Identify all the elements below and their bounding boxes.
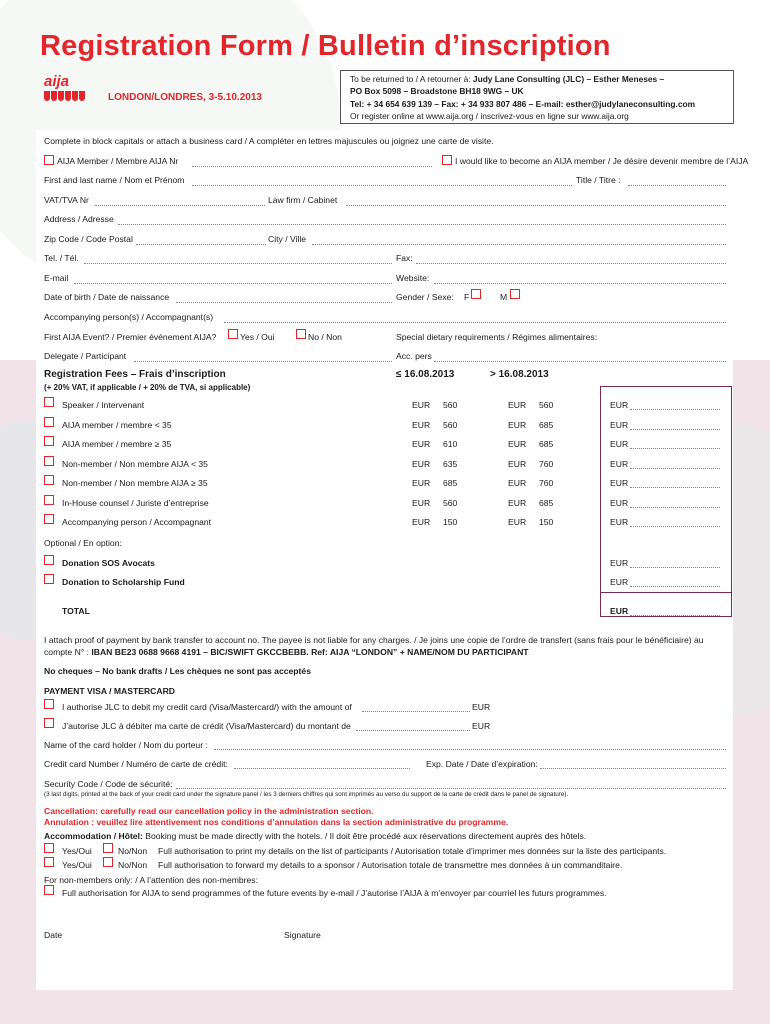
gender-label: Gender / Sexe: xyxy=(396,292,454,302)
signature-label: Signature xyxy=(284,930,321,940)
fee-total-currency: EUR xyxy=(610,420,629,430)
acc-pers-label: Acc. pers xyxy=(396,351,432,361)
member-number-field[interactable] xyxy=(192,166,432,167)
print-details-yes-checkbox[interactable] xyxy=(44,843,54,853)
sponsor-yes-checkbox[interactable] xyxy=(44,857,54,867)
fee-total-currency: EUR xyxy=(610,517,629,527)
fee-early-currency: EUR xyxy=(412,478,431,488)
logo-arches-icon xyxy=(44,91,94,101)
fees-vat-note: (+ 20% VAT, if applicable / + 20% de TVA, si applicable) xyxy=(44,383,251,392)
fee-total-amount[interactable] xyxy=(630,448,720,449)
become-member-checkbox[interactable] xyxy=(442,155,452,165)
gender-f-label: F xyxy=(464,292,470,302)
fee-row-label: Accompanying person / Accompagnant xyxy=(62,517,212,527)
become-member-label: I would like to become an AIJA member / Je désire devenir membre de l’AIJA xyxy=(455,156,749,166)
fee-late-amount: 685 xyxy=(539,439,554,449)
card-payment-heading: PAYMENT VISA / MASTERCARD xyxy=(44,686,175,696)
fee-late-amount: 685 xyxy=(539,498,554,508)
card-holder-label: Name of the card holder / Nom du porteur : xyxy=(44,740,208,750)
fee-early-amount: 685 xyxy=(443,478,458,488)
fee-late-currency: EUR xyxy=(508,459,527,469)
fee-early-amount: 560 xyxy=(443,498,458,508)
page-title: Registration Form / Bulletin d’inscription xyxy=(40,30,611,62)
fee-early-currency: EUR xyxy=(412,420,431,430)
gender-m-label: M xyxy=(500,292,508,302)
fee-row-label: Non-member / Non membre AIJA < 35 xyxy=(62,459,208,469)
return-to-name: Judy Lane Consulting (JLC) – Esther Meneses – xyxy=(472,74,665,84)
totals-divider xyxy=(600,592,732,593)
tel-field[interactable] xyxy=(84,263,392,264)
fee-total-amount[interactable] xyxy=(630,429,720,430)
authorise-en-label: I authorise JLC to debit my credit card (Visa/Mastercard/) with the amount of xyxy=(62,702,352,712)
optional-label: Optional / En option: xyxy=(44,538,122,548)
fees-heading: Registration Fees – Frais d’inscription xyxy=(44,369,226,380)
total-currency: EUR xyxy=(610,606,629,616)
fee-late-currency: EUR xyxy=(508,439,527,449)
fee-row-checkbox[interactable] xyxy=(44,436,54,446)
address-label: Address / Adresse xyxy=(44,214,114,224)
authorise-fr-currency: EUR xyxy=(472,721,491,731)
fee-total-currency: EUR xyxy=(610,400,629,410)
fee-total-amount[interactable] xyxy=(630,507,720,508)
sponsor-text: Full authorisation to forward my details to a sponsor / Autorisation totale de transmettre mes données à un commanditaire. xyxy=(158,860,623,870)
register-online: Or register online at www.aija.org / inscrivez-vous en ligne sur www.aija.org xyxy=(350,111,629,122)
tel-label: Tel. / Tél. xyxy=(44,253,79,263)
fee-early-amount: 150 xyxy=(443,517,458,527)
fee-row-label: AIJA member / membre ≥ 35 xyxy=(62,439,172,449)
dietary-label: Special dietary requirements / Régimes alimentaires: xyxy=(396,332,598,342)
fee-total-amount[interactable] xyxy=(630,468,720,469)
fee-late-currency: EUR xyxy=(508,478,527,488)
sponsor-no-label: No/Non xyxy=(118,860,148,870)
fee-row-label: AIJA member / membre < 35 xyxy=(62,420,172,430)
first-event-no-label: No / Non xyxy=(308,332,342,342)
date-label: Date xyxy=(44,930,63,940)
authorise-fr-label: J’autorise JLC à débiter ma carte de crédit (Visa/Mastercard) du montant de xyxy=(62,721,351,731)
sponsor-yes-label: Yes/Oui xyxy=(62,860,92,870)
fee-row-checkbox[interactable] xyxy=(44,514,54,524)
donation-sos-checkbox[interactable] xyxy=(44,555,54,565)
fee-late-amount: 685 xyxy=(539,420,554,430)
title-field[interactable] xyxy=(628,185,726,186)
fee-row-label: Non-member / Non membre AIJA ≥ 35 xyxy=(62,478,208,488)
fee-early-amount: 610 xyxy=(443,439,458,449)
fee-early-currency: EUR xyxy=(412,400,431,410)
delegate-diet-field[interactable] xyxy=(134,361,392,362)
fee-total-currency: EUR xyxy=(610,478,629,488)
logo-text: aija xyxy=(44,73,70,90)
fee-early-currency: EUR xyxy=(412,517,431,527)
fee-early-amount: 560 xyxy=(443,400,458,410)
fee-late-currency: EUR xyxy=(508,498,527,508)
fax-field[interactable] xyxy=(416,263,726,264)
first-event-no-checkbox[interactable] xyxy=(296,329,306,339)
acc-pers-diet-field[interactable] xyxy=(434,361,726,362)
fee-late-amount: 560 xyxy=(539,400,554,410)
total-label: TOTAL xyxy=(62,606,90,616)
fee-early-currency: EUR xyxy=(412,459,431,469)
return-address: PO Box 5098 – Broadstone BH18 9WG – UK xyxy=(350,86,524,97)
fee-row-checkbox[interactable] xyxy=(44,475,54,485)
fee-row-label: Speaker / Intervenant xyxy=(62,400,145,410)
fee-total-amount[interactable] xyxy=(630,526,720,527)
fee-total-amount[interactable] xyxy=(630,409,720,410)
first-event-yes-label: Yes / Oui xyxy=(240,332,275,342)
security-code-field[interactable] xyxy=(176,788,726,789)
accommodation-line xyxy=(44,831,586,841)
authorise-fr-checkbox[interactable] xyxy=(44,718,54,728)
authorise-en-checkbox[interactable] xyxy=(44,699,54,709)
name-label: First and last name / Nom et Prénom xyxy=(44,175,185,185)
event-location-date: LONDON/LONDRES, 3-5.10.2013 xyxy=(108,92,262,103)
law-firm-label: Law firm / Cabinet xyxy=(268,195,338,205)
print-details-text: Full authorisation to print my details on the list of participants / Autorisation totale d’imprimer mes données sur la liste des participants. xyxy=(158,846,667,856)
security-code-label: Security Code / Code de sécurité: xyxy=(44,779,173,789)
aija-logo xyxy=(44,75,94,115)
card-number-field[interactable] xyxy=(234,768,410,769)
expiry-label: Exp. Date / Date d’expiration: xyxy=(426,759,538,769)
fees-col-early: ≤ 16.08.2013 xyxy=(396,369,455,380)
fee-row-label: In-House counsel / Juriste d’entreprise xyxy=(62,498,209,508)
title-label: Title / Titre : xyxy=(576,175,621,185)
fee-total-currency: EUR xyxy=(610,439,629,449)
first-event-yes-checkbox[interactable] xyxy=(228,329,238,339)
zip-field[interactable] xyxy=(136,244,266,245)
no-cheques-note: No cheques – No bank drafts / Les chèques ne sont pas acceptés xyxy=(44,666,311,676)
donation-scholarship-amount[interactable] xyxy=(630,586,720,587)
non-members-label: For non-members only: / A l’attention des non-membres: xyxy=(44,875,258,885)
donation-sos-currency: EUR xyxy=(610,558,629,568)
fee-early-amount: 560 xyxy=(443,420,458,430)
cancellation-en: Cancellation: carefully read our cancellation policy in the administration section. xyxy=(44,806,374,816)
cancellation-fr: Annulation : veuillez lire attentivement nos conditions d’annulation dans la section administrative du programme. xyxy=(44,817,509,827)
return-to-label: To be returned to / A retourner à: xyxy=(350,74,473,84)
fee-row-checkbox[interactable] xyxy=(44,397,54,407)
fee-early-currency: EUR xyxy=(412,498,431,508)
security-code-note: (3 last digits, printed at the back of your credit card under the signature panel / les 3 derniers chiffres qui sont imprimés au verso du support de la carte de crédit dans le panel de signature). xyxy=(44,791,569,798)
programmes-text: Full authorisation for AIJA to send programmes of the future events by e-mail / J’autorise l’AIJA à m’envoyer par courriel les futurs programmes. xyxy=(62,888,607,898)
card-holder-field[interactable] xyxy=(214,749,726,750)
delegate-label: Delegate / Participant xyxy=(44,351,127,361)
intro-text: Complete in block capitals or attach a business card / A compléter en lettres majuscules ou joignez une carte de visite. xyxy=(44,136,494,146)
website-field[interactable] xyxy=(434,283,726,284)
authorise-en-amount[interactable] xyxy=(362,711,470,712)
fees-col-late: > 16.08.2013 xyxy=(490,369,549,380)
law-firm-field[interactable] xyxy=(346,205,726,206)
print-details-no-checkbox[interactable] xyxy=(103,843,113,853)
city-field[interactable] xyxy=(312,244,726,245)
website-label: Website: xyxy=(396,273,430,283)
zip-label: Zip Code / Code Postal xyxy=(44,234,133,244)
address-field[interactable] xyxy=(118,224,726,225)
vat-field[interactable] xyxy=(95,205,265,206)
donation-scholarship-currency: EUR xyxy=(610,577,629,587)
dob-field[interactable] xyxy=(176,302,392,303)
fee-row-checkbox[interactable] xyxy=(44,495,54,505)
expiry-field[interactable] xyxy=(540,768,726,769)
name-field[interactable] xyxy=(192,185,572,186)
return-address-box xyxy=(340,70,734,124)
fee-late-currency: EUR xyxy=(508,517,527,527)
donation-sos-amount[interactable] xyxy=(630,567,720,568)
fee-early-currency: EUR xyxy=(412,439,431,449)
print-details-no-label: No/Non xyxy=(118,846,148,856)
fee-total-currency: EUR xyxy=(610,459,629,469)
bank-account-details: IBAN BE23 0688 9668 4191 – BIC/SWIFT GKCCBEBB. Ref: AIJA “LONDON” + NAME/NOM DU PARTICIPANT xyxy=(91,647,529,657)
gender-f-checkbox[interactable] xyxy=(471,289,481,299)
fee-late-amount: 150 xyxy=(539,517,554,527)
authorise-fr-amount[interactable] xyxy=(356,730,470,731)
bank-account-line xyxy=(44,647,529,657)
email-field[interactable] xyxy=(74,283,392,284)
fee-row-checkbox[interactable] xyxy=(44,417,54,427)
member-label: AIJA Member / Membre AIJA Nr xyxy=(57,156,179,166)
bank-account-prefix: compte N° : xyxy=(44,647,92,657)
card-number-label: Credit card Number / Numéro de carte de crédit: xyxy=(44,759,228,769)
accompanying-label: Accompanying person(s) / Accompagnant(s) xyxy=(44,312,214,322)
authorise-en-currency: EUR xyxy=(472,702,491,712)
accommodation-label: Accommodation / Hôtel: xyxy=(44,831,143,841)
programmes-checkbox[interactable] xyxy=(44,885,54,895)
donation-sos-label: Donation SOS Avocats xyxy=(62,558,155,568)
gender-m-checkbox[interactable] xyxy=(510,289,520,299)
accompanying-field[interactable] xyxy=(224,322,726,323)
return-contact: Tel: + 34 654 639 139 – Fax: + 34 933 807 486 – E-mail: esther@judylaneconsulting.com xyxy=(350,98,696,109)
vat-label: VAT/TVA Nr xyxy=(44,195,89,205)
first-event-label: First AIJA Event? / Premier événement AIJA? xyxy=(44,332,217,342)
fee-total-amount[interactable] xyxy=(630,487,720,488)
fee-late-amount: 760 xyxy=(539,459,554,469)
sponsor-no-checkbox[interactable] xyxy=(103,857,113,867)
fax-label: Fax: xyxy=(396,253,413,263)
dob-label: Date of birth / Date de naissance xyxy=(44,292,170,302)
fee-early-amount: 635 xyxy=(443,459,458,469)
bank-transfer-text: I attach proof of payment by bank transfer to account no. The payee is not liable for any charges. / Je joins une copie de l’ordre de transfert (sans frais pour le bénéficiaire) au xyxy=(44,635,704,645)
accommodation-text: Booking must be made directly with the hotels. / Il doit être procédé aux réservations directement auprès des hôtels. xyxy=(142,831,587,841)
fee-late-amount: 760 xyxy=(539,478,554,488)
fee-late-currency: EUR xyxy=(508,420,527,430)
fee-total-currency: EUR xyxy=(610,498,629,508)
total-amount[interactable] xyxy=(630,615,720,616)
email-label: E-mail xyxy=(44,273,69,283)
donation-scholarship-label: Donation to Scholarship Fund xyxy=(62,577,185,587)
donation-scholarship-checkbox[interactable] xyxy=(44,574,54,584)
fee-row-checkbox[interactable] xyxy=(44,456,54,466)
fee-late-currency: EUR xyxy=(508,400,527,410)
member-checkbox[interactable] xyxy=(44,155,54,165)
print-details-yes-label: Yes/Oui xyxy=(62,846,92,856)
city-label: City / Ville xyxy=(268,234,307,244)
